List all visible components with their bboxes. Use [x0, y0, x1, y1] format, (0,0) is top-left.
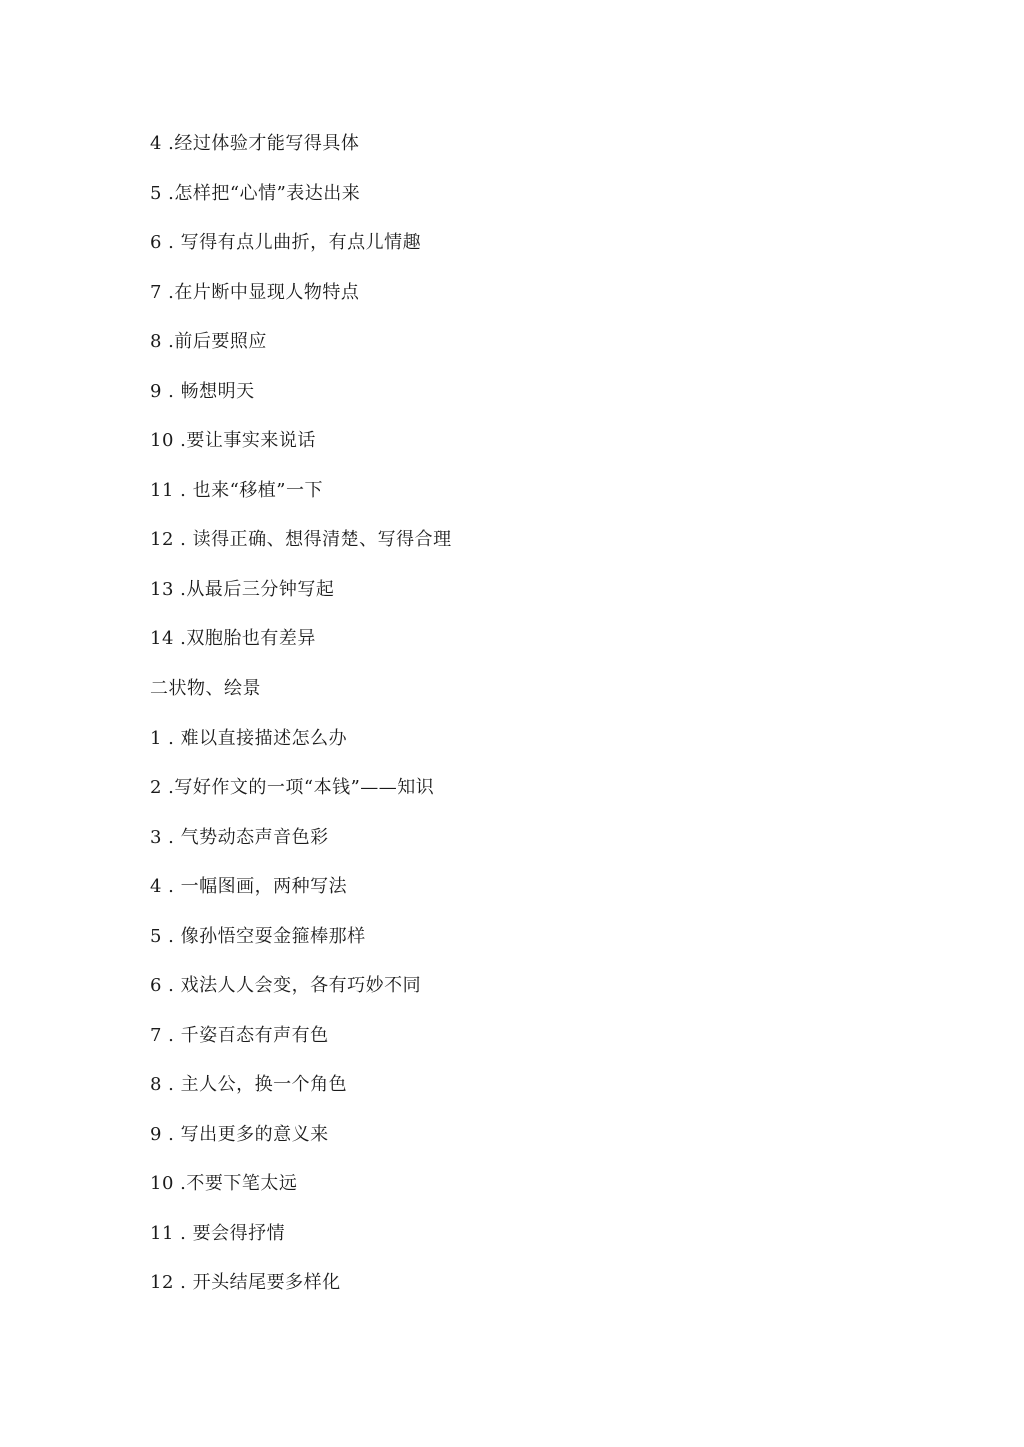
list-item: 6 . 戏法人人会变，各有巧妙不同	[150, 975, 422, 996]
list-item: 13 .从最后三分钟写起	[150, 579, 335, 600]
list-item: 10 .要让事实来说话	[150, 430, 316, 451]
list-item: 8 .前后要照应	[150, 331, 267, 352]
list-item: 3 . 气势动态声音色彩	[150, 827, 329, 848]
list-item: 14 .双胞胎也有差异	[150, 628, 316, 649]
list-item: 8 . 主人公，换一个角色	[150, 1074, 348, 1095]
list-item: 7 .在片断中显现人物特点	[150, 282, 360, 303]
list-item: 9 . 畅想明天	[150, 381, 255, 402]
list-item: 7 . 千姿百态有声有色	[150, 1025, 329, 1046]
list-item: 5 .怎样把“心情”表达出来	[150, 183, 361, 204]
list-item: 11 . 要会得抒情	[150, 1223, 286, 1244]
list-item: 6 . 写得有点儿曲折，有点儿情趣	[150, 232, 422, 253]
list-item: 4 .经过体验才能写得具体	[150, 133, 360, 154]
list-item: 10 .不要下笔太远	[150, 1173, 298, 1194]
list-item: 5 . 像孙悟空耍金箍棒那样	[150, 926, 366, 947]
list-item: 1 . 难以直接描述怎么办	[150, 728, 348, 749]
list-item: 12 . 开头结尾要多样化	[150, 1272, 341, 1293]
list-item: 11 . 也来“移植”一下	[150, 480, 323, 501]
section-heading: 二状物、绘景	[150, 678, 261, 699]
list-item: 4 . 一幅图画，两种写法	[150, 876, 348, 897]
list-item: 9 . 写出更多的意义来	[150, 1124, 329, 1145]
list-item: 2 .写好作文的一项“本钱”——知识	[150, 777, 435, 798]
list-item: 12 . 读得正确、想得清楚、写得合理	[150, 529, 452, 550]
